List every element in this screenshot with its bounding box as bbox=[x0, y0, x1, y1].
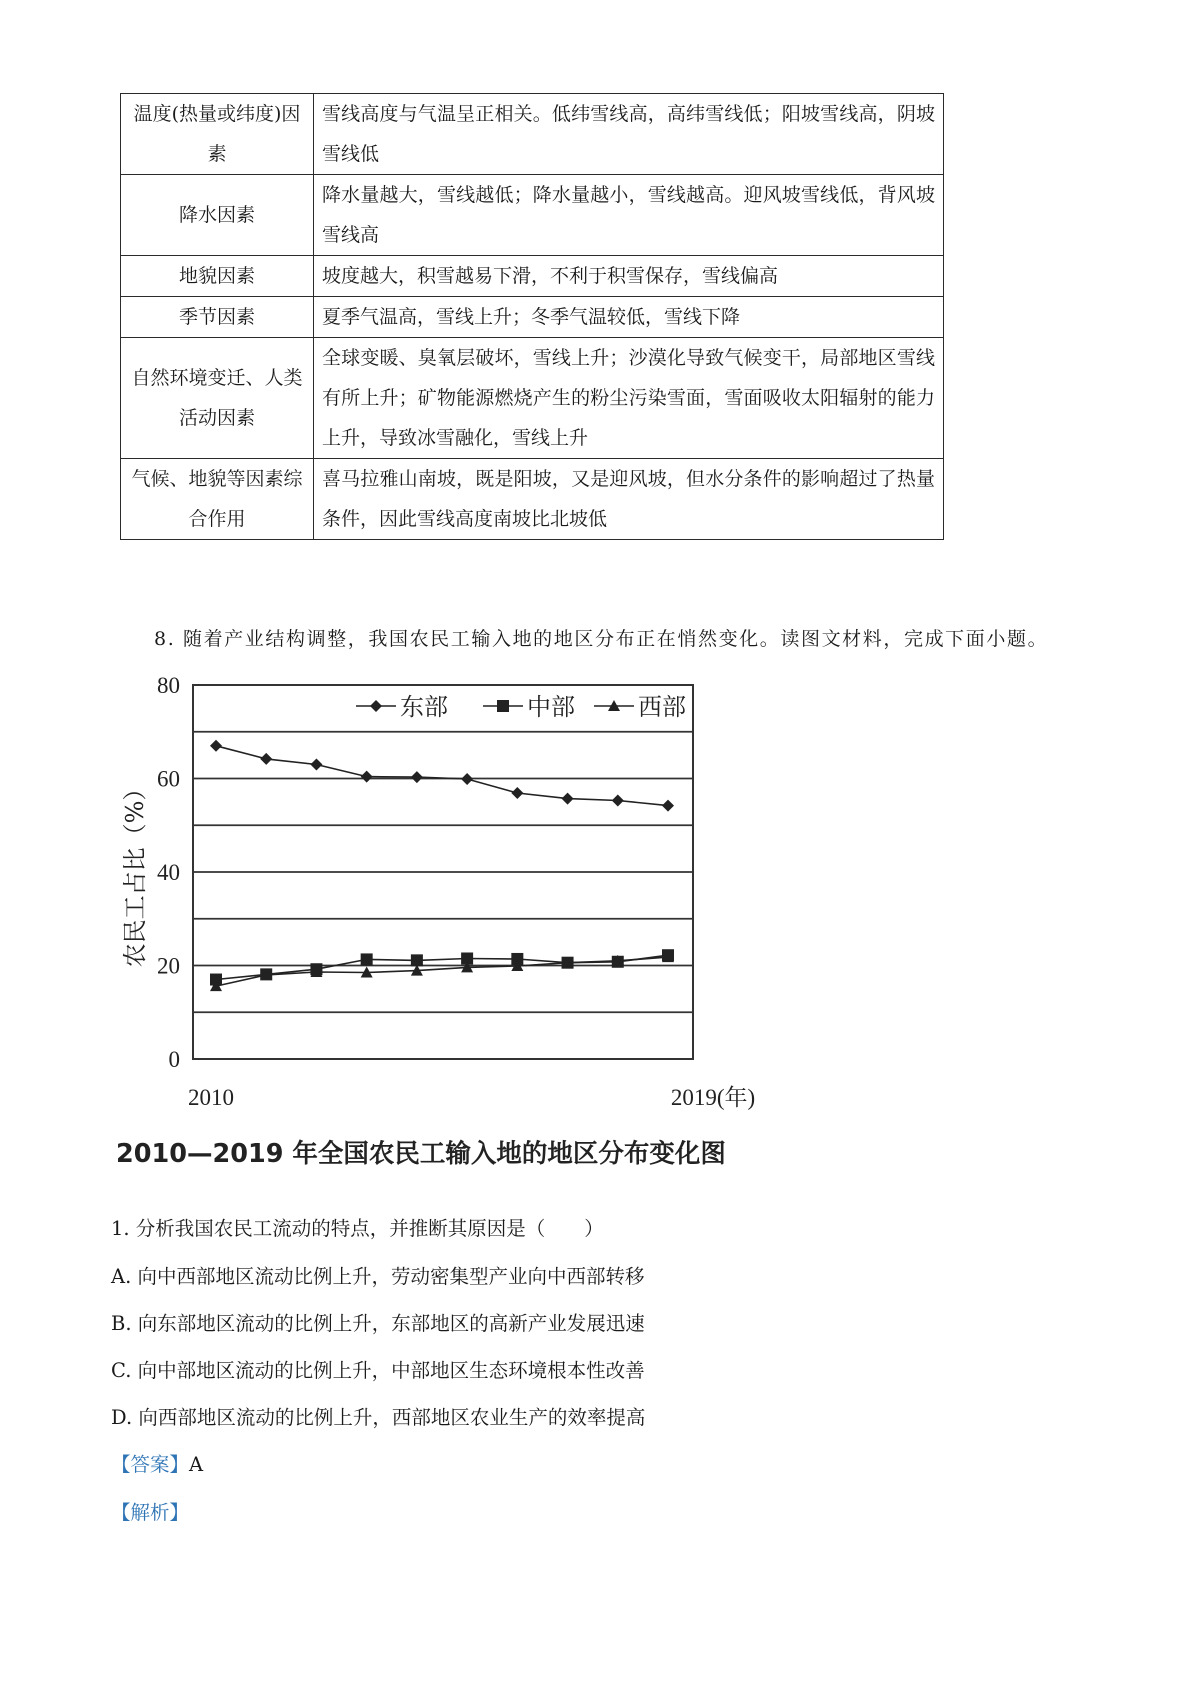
data-point bbox=[361, 953, 373, 965]
y-axis-label: 农民工占比（%） bbox=[121, 776, 149, 968]
factor-cell: 温度(热量或纬度)因素 bbox=[121, 94, 314, 175]
y-tick-label: 40 bbox=[157, 860, 180, 885]
description-cell: 雪线高度与气温呈正相关。低纬雪线高，高纬雪线低；阳坡雪线高，阴坡雪线低 bbox=[314, 94, 944, 175]
y-tick-label: 80 bbox=[157, 673, 180, 698]
table-row bbox=[121, 94, 944, 175]
answer-label: 【答案】 bbox=[111, 1453, 190, 1476]
table-row bbox=[121, 459, 944, 540]
factor-cell: 地貌因素 bbox=[121, 256, 314, 297]
legend-marker bbox=[497, 700, 509, 712]
migrant-worker-line-chart bbox=[108, 665, 848, 1173]
option-d: D. 向西部地区流动的比例上升，西部地区农业生产的效率提高 bbox=[111, 1406, 646, 1429]
question-1-stem: 1. 分析我国农民工流动的特点，并推断其原因是（ ） bbox=[111, 1217, 604, 1240]
legend-label: 中部 bbox=[527, 693, 575, 721]
answer-value: A bbox=[189, 1453, 204, 1476]
data-point bbox=[662, 800, 674, 812]
factor-cell: 季节因素 bbox=[121, 297, 314, 338]
description-cell: 喜马拉雅山南坡，既是阳坡，又是迎风坡，但水分条件的影响超过了热量条件，因此雪线高度南坡比北坡低 bbox=[314, 459, 944, 540]
factor-cell: 自然环境变迁、人类活动因素 bbox=[121, 338, 314, 459]
analysis-label: 【解析】 bbox=[111, 1501, 190, 1524]
question-8-intro: 8. 随着产业结构调整，我国农民工输入地的地区分布正在悄然变化。读图文材料，完成下面小题。 bbox=[154, 628, 1049, 650]
legend-label: 东部 bbox=[400, 693, 448, 721]
x-tick-label: 2019(年) bbox=[670, 1085, 756, 1110]
data-point bbox=[511, 787, 523, 799]
legend-marker bbox=[370, 700, 382, 712]
data-point bbox=[361, 771, 373, 783]
description-cell: 夏季气温高，雪线上升；冬季气温较低，雪线下降 bbox=[314, 297, 944, 338]
data-point bbox=[260, 753, 272, 765]
series-line bbox=[216, 746, 668, 806]
table-row bbox=[121, 338, 944, 459]
chart-title: 2010—2019 年全国农民工输入地的地区分布变化图 bbox=[116, 1139, 726, 1169]
table-row bbox=[121, 256, 944, 297]
series-line bbox=[216, 957, 668, 986]
snowline-factor-table bbox=[120, 93, 944, 540]
data-point bbox=[562, 793, 574, 805]
data-point bbox=[612, 794, 624, 806]
data-point bbox=[310, 758, 322, 770]
description-cell: 降水量越大，雪线越低；降水量越小，雪线越高。迎风坡雪线低，背风坡雪线高 bbox=[314, 175, 944, 256]
option-a: A. 向中西部地区流动比例上升，劳动密集型产业向中西部转移 bbox=[111, 1265, 645, 1288]
series-line bbox=[216, 955, 668, 979]
table-row bbox=[121, 175, 944, 256]
legend-label: 西部 bbox=[638, 693, 686, 721]
y-tick-label: 0 bbox=[168, 1047, 180, 1072]
data-point bbox=[411, 771, 423, 783]
x-tick-label: 2010 bbox=[188, 1085, 234, 1110]
data-point bbox=[461, 773, 473, 785]
data-point bbox=[210, 740, 222, 752]
factor-cell: 气候、地貌等因素综合作用 bbox=[121, 459, 314, 540]
description-cell: 全球变暖、臭氧层破坏，雪线上升；沙漠化导致气候变干，局部地区雪线有所上升；矿物能源燃烧产生的粉尘污染雪面，雪面吸收太阳辐射的能力上升，导致冰雪融化，雪线上升 bbox=[314, 338, 944, 459]
table-row bbox=[121, 297, 944, 338]
answer-line bbox=[111, 1449, 203, 1477]
description-cell: 坡度越大，积雪越易下滑，不利于积雪保存，雪线偏高 bbox=[314, 256, 944, 297]
option-c: C. 向中部地区流动的比例上升，中部地区生态环境根本性改善 bbox=[111, 1359, 645, 1382]
option-b: B. 向东部地区流动的比例上升，东部地区的高新产业发展迅速 bbox=[111, 1312, 645, 1335]
factor-cell: 降水因素 bbox=[121, 175, 314, 256]
y-tick-label: 60 bbox=[157, 766, 180, 792]
y-tick-label: 20 bbox=[157, 953, 180, 979]
data-point bbox=[411, 954, 423, 966]
